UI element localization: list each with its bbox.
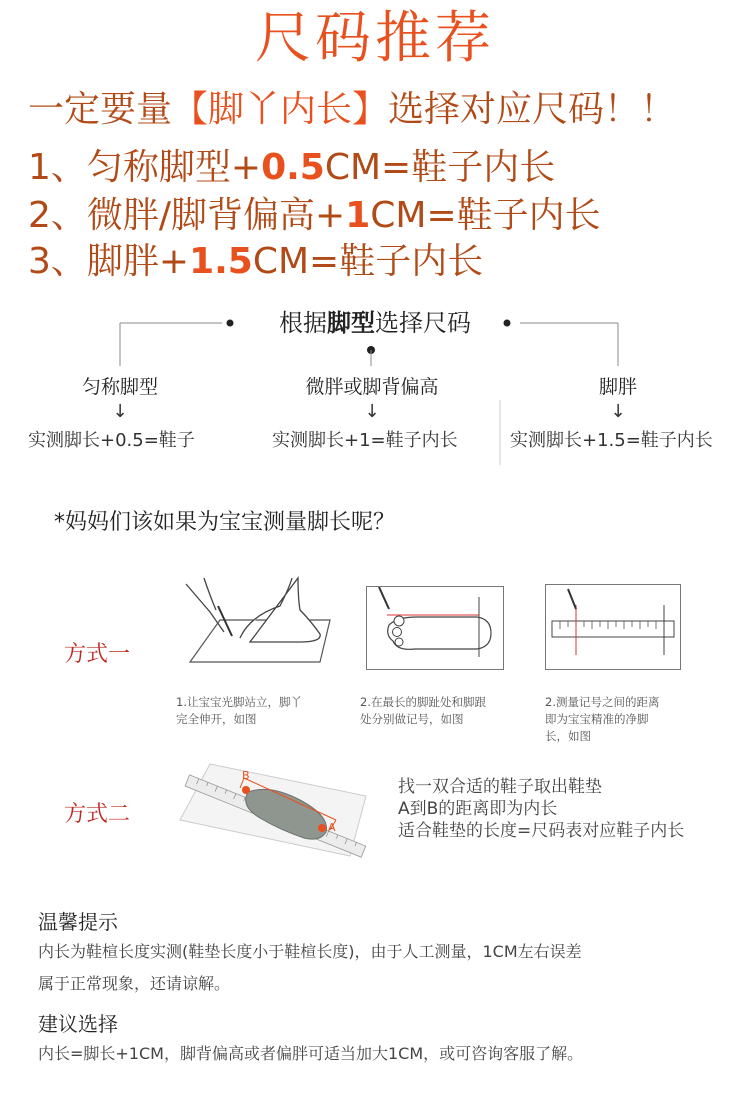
marker-b-label: B (242, 769, 250, 782)
tips-heading: 温馨提示 (38, 910, 118, 934)
foot-marking-illustration (366, 586, 504, 670)
advice-heading: 建议选择 (38, 1012, 118, 1036)
ruler-measure-illustration (545, 584, 681, 670)
instruction-prefix: 一定要量 (28, 89, 173, 130)
heading-prefix: 根据 (279, 309, 327, 337)
formula-fat: 实测脚长+1.5=鞋子内长 (510, 430, 713, 451)
measure-question: *妈妈们该如果为宝宝测量脚长呢？ (54, 510, 396, 535)
method-two-label: 方式二 (64, 802, 131, 827)
marker-a-label: A (328, 821, 336, 834)
arrow-down-icon: ↓ (112, 401, 128, 422)
method2-line-2: A到B的距离即为内长 (398, 799, 558, 819)
rule-index: 3、 (28, 241, 87, 282)
method2-line-3: 适合鞋垫的长度=尺码表对应鞋子内长 (398, 821, 685, 841)
foot-on-paper-illustration (180, 576, 335, 668)
instruction-highlight: 【脚丫内长】 (172, 89, 389, 130)
instruction-suffix: 选择对应尺码！！ (388, 89, 677, 130)
foot-type-wide: 微胖或脚背偏高 (305, 376, 439, 398)
rule-index: 1、 (28, 147, 87, 188)
rule-index: 2、 (28, 195, 87, 236)
rule-text: 脚胖+ (86, 241, 190, 282)
page-title: 尺码推荐 (255, 6, 495, 71)
foot-type-heading (0, 306, 750, 340)
step-2-caption: 2.在最长的脚趾处和脚跟 处分别做记号，如图 (360, 695, 486, 726)
arrow-down-icon: ↓ (364, 401, 380, 422)
formula-normal: 实测脚长+0.5=鞋子 (28, 430, 195, 451)
heading-bold: 脚型 (327, 309, 375, 337)
rule-text: 微胖/脚背偏高+ (86, 195, 346, 236)
step-3-caption: 2.测量记号之间的距离 即为宝宝精准的净脚 长，如图 (545, 695, 660, 743)
method2-line-1: 找一双合适的鞋子取出鞋垫 (398, 777, 602, 797)
method-one-label: 方式一 (64, 642, 131, 667)
rule-2 (28, 194, 601, 238)
rule-result: CM=鞋子内长 (370, 195, 601, 236)
advice-line-1: 内长=脚长+1CM，脚背偏高或者偏胖可适当加大1CM，或可咨询客服了解。 (38, 1044, 584, 1063)
rule-number: 0.5 (261, 147, 325, 188)
insole-ruler-illustration (170, 756, 370, 876)
tips-line-2: 属于正常现象，还请谅解。 (38, 974, 231, 993)
measure-instruction (28, 88, 676, 132)
foot-type-normal: 匀称脚型 (81, 376, 158, 398)
step-1-caption: 1.让宝宝光脚站立，脚丫 完全伸开，如图 (176, 695, 302, 726)
arrow-down-icon: ↓ (610, 401, 626, 422)
rule-3 (28, 240, 483, 284)
heading-suffix: 选择尺码 (375, 309, 471, 337)
formula-wide: 实测脚长+1=鞋子内长 (272, 430, 458, 451)
rule-number: 1 (345, 195, 371, 236)
rule-number: 1.5 (189, 241, 253, 282)
foot-type-fat: 脚胖 (598, 376, 637, 398)
rule-text: 匀称脚型+ (86, 147, 262, 188)
rule-result: CM=鞋子内长 (324, 147, 556, 188)
tips-line-1: 内长为鞋楦长度实测(鞋垫长度小于鞋楦长度)，由于人工测量，1CM左右误差 (38, 942, 582, 961)
rule-1 (28, 146, 555, 190)
rule-result: CM=鞋子内长 (252, 241, 484, 282)
